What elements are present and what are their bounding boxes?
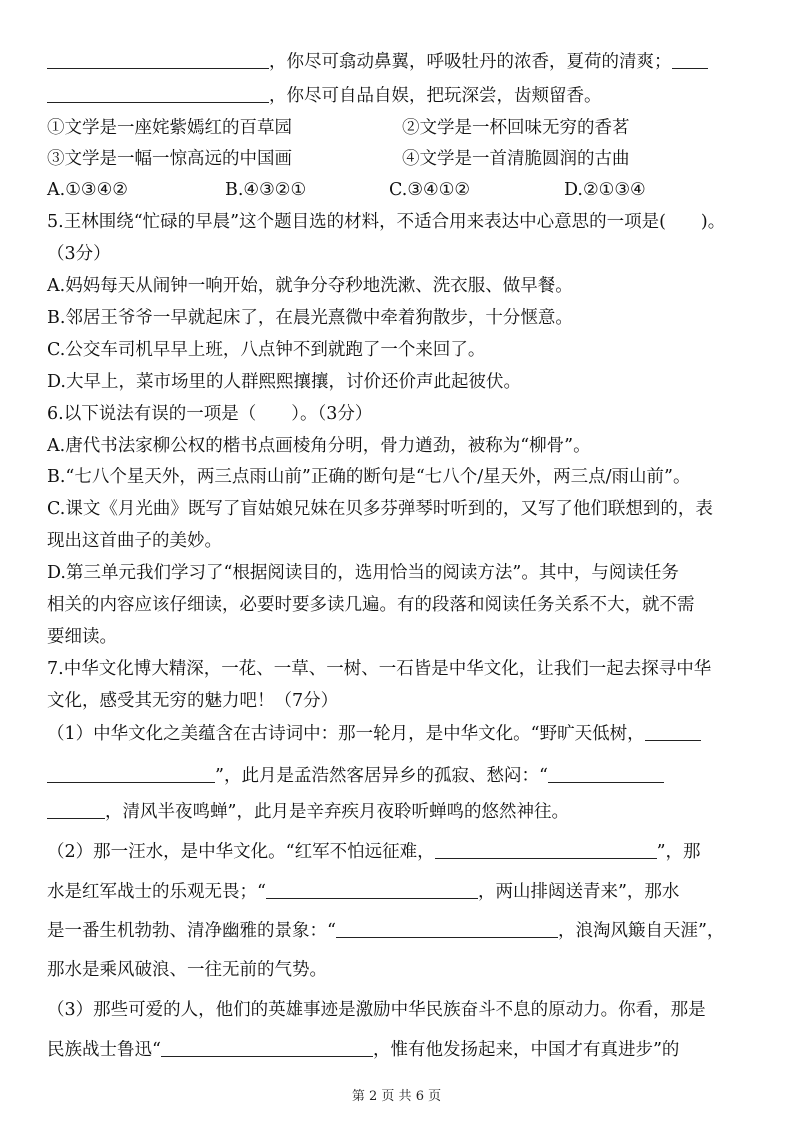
q7-stem-line2: 文化，感受其无穷的魅力吧！（7分）: [47, 691, 339, 711]
option-b: B.④③②①: [225, 180, 307, 200]
page-footer: 第 2 页 共 6 页: [351, 1089, 442, 1104]
q6-option-d-line3: 要细读。: [47, 627, 117, 647]
choice-1: ①文学是一座姹紫嫣红的百草园: [47, 118, 292, 138]
q7-part2-line4: 那水是乘风破浪、一往无前的气势。: [47, 960, 327, 980]
q5-stem: 5.王林围绕“忙碌的早晨”这个题目选的材料，不适合用来表达中心意思的一项是( )。: [47, 212, 726, 232]
answer-blank[interactable]: [645, 722, 701, 741]
answer-blank[interactable]: [161, 1038, 373, 1057]
q5-option-d: D.大早上，菜市场里的人群熙熙攘攘，讨价还价声此起彼伏。: [47, 372, 521, 392]
continuation-line-1: ，你尽可翕动鼻翼，呼吸牡丹的浓香，夏荷的清爽；: [47, 50, 747, 74]
answer-blank[interactable]: [548, 764, 664, 783]
q7-part2-line1: （2）那一汪水，是中华文化。“红军不怕远征难， ”，那: [47, 842, 701, 862]
q6-option-c-line1: C.课文《月光曲》既写了盲姑娘兄妹在贝多芬弹琴时听到的，又写了他们联想到的，表: [47, 499, 713, 519]
q7-part1-line3: ，清风半夜鸣蝉”，此月是辛弃疾月夜聆听蝉鸣的悠然神往。: [47, 800, 747, 824]
answer-blank[interactable]: [47, 84, 269, 103]
continuation-line-2: ，你尽可自品自娱，把玩深尝，齿颊留香。: [47, 84, 747, 108]
option-d: D.②①③④: [564, 180, 646, 200]
q5-option-c: C.公交车司机早早上班，八点钟不到就跑了一个来回了。: [47, 340, 486, 360]
q5-option-a: A.妈妈每天从闹钟一响开始，就争分夺秒地洗漱、洗衣服、做早餐。: [47, 276, 573, 296]
q6-option-a: A.唐代书法家柳公权的楷书点画棱角分明，骨力遒劲，被称为“柳骨”。: [47, 436, 591, 456]
q6-option-d-line1: D.第三单元我们学习了“根据阅读目的，选用恰当的阅读方法”。其中，与阅读任务: [47, 563, 679, 583]
option-a: A.①③④②: [47, 180, 128, 200]
q6-stem: 6.以下说法有误的一项是（ ）。（3分）: [47, 404, 373, 424]
answer-blank[interactable]: [336, 919, 558, 938]
q6-option-c-line2: 现出这首曲子的美妙。: [47, 531, 222, 551]
q7-part2-line3: 是一番生机勃勃、清净幽雅的景象：“ ，浪淘风簸自天涯”，: [47, 921, 725, 941]
q7-part2-line2: 水是红军战士的乐观无畏；“ ，两山排闼送青来”，那水: [47, 882, 680, 902]
answer-blank[interactable]: [47, 764, 215, 783]
answer-blank[interactable]: [672, 50, 708, 69]
q7-part1-line2: ”，此月是孟浩然客居异乡的孤寂、愁闷：“: [47, 764, 747, 788]
answer-blank[interactable]: [435, 840, 657, 859]
q7-stem-line1: 7.中华文化博大精深，一花、一草、一树、一石皆是中华文化，让我们一起去探寻中华: [47, 659, 712, 679]
answer-blank[interactable]: [47, 50, 269, 69]
q7-part3-line1: （3）那些可爱的人，他们的英雄事迹是激励中华民族奋斗不息的原动力。你看，那是: [47, 1000, 706, 1020]
q5-score: （3分）: [47, 244, 111, 264]
q7-part3-line2: 民族战士鲁迅“ ，惟有他发扬起来，中国才有真进步”的: [47, 1040, 680, 1060]
q6-option-d-line2: 相关的内容应该仔细读，必要时要多读几遍。有的段落和阅读任务关系不大，就不需: [47, 595, 695, 615]
choice-2: ②文学是一杯回味无穷的香茗: [402, 118, 630, 138]
option-c: C.③④①②: [389, 180, 471, 200]
choice-3: ③文学是一幅一惊高远的中国画: [47, 149, 292, 169]
answer-blank[interactable]: [266, 880, 478, 899]
choice-4: ④文学是一首清脆圆润的古曲: [402, 149, 630, 169]
q5-option-b: B.邻居王爷爷一早就起床了，在晨光熹微中牵着狗散步，十分惬意。: [47, 308, 573, 328]
q7-part1-line1: （1）中华文化之美蕴含在古诗词中：那一轮月，是中华文化。“野旷天低树，: [47, 722, 747, 746]
q6-option-b: B.“七八个星天外，两三点雨山前”正确的断句是“七八个/星天外，两三点/雨山前”。: [47, 467, 691, 487]
answer-blank[interactable]: [47, 800, 105, 819]
